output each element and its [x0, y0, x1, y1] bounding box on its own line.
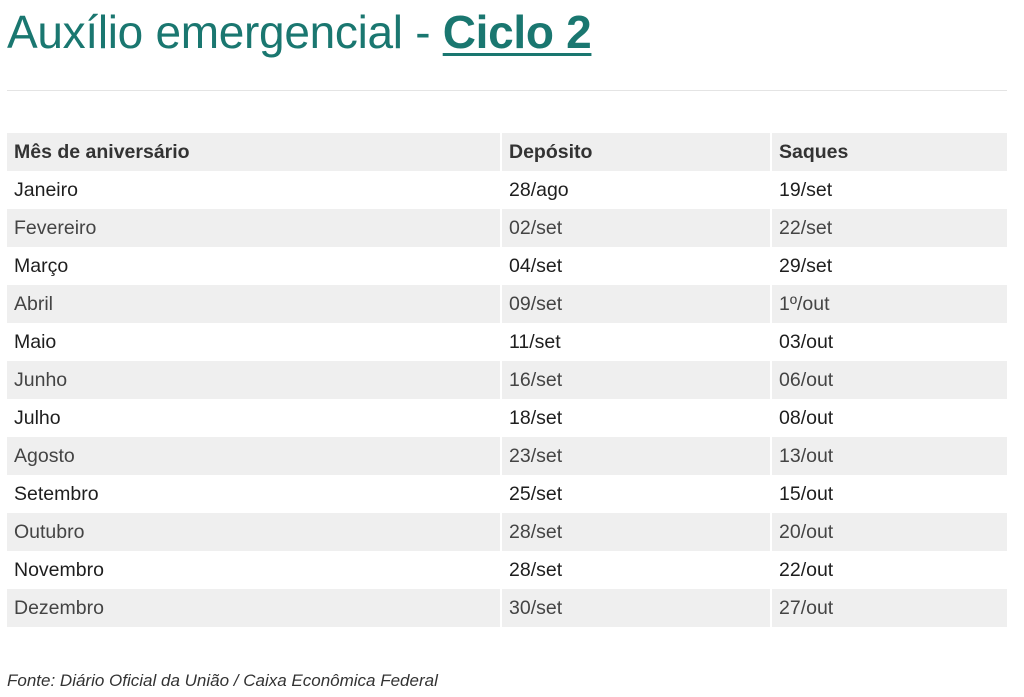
table-row	[7, 209, 1007, 247]
cell-deposit-date: 16/set	[501, 361, 771, 399]
cell-deposit-date: 02/set	[501, 209, 771, 247]
cell-deposit-date: 23/set	[501, 437, 771, 475]
table-row	[7, 285, 1007, 323]
table-header-row	[7, 133, 1007, 171]
cell-birth-month: Agosto	[7, 437, 501, 475]
table-row	[7, 247, 1007, 285]
cell-withdrawal-date: 22/set	[771, 209, 1007, 247]
cell-birth-month: Novembro	[7, 551, 501, 589]
table-body	[7, 171, 1007, 627]
table-row	[7, 437, 1007, 475]
cell-deposit-date: 11/set	[501, 323, 771, 361]
schedule-table	[7, 133, 1007, 627]
table-row	[7, 361, 1007, 399]
table-row	[7, 589, 1007, 627]
title-text: Auxílio emergencial -	[7, 6, 443, 58]
cell-withdrawal-date: 03/out	[771, 323, 1007, 361]
cell-birth-month: Março	[7, 247, 501, 285]
cell-birth-month: Julho	[7, 399, 501, 437]
cell-birth-month: Fevereiro	[7, 209, 501, 247]
cell-birth-month: Setembro	[7, 475, 501, 513]
column-header-birth-month: Mês de aniversário	[7, 133, 501, 171]
title-divider	[7, 90, 1007, 91]
cell-withdrawal-date: 27/out	[771, 589, 1007, 627]
cell-deposit-date: 28/set	[501, 551, 771, 589]
table-row	[7, 551, 1007, 589]
cell-birth-month: Outubro	[7, 513, 501, 551]
table-row	[7, 475, 1007, 513]
cell-birth-month: Janeiro	[7, 171, 501, 209]
cell-withdrawal-date: 20/out	[771, 513, 1007, 551]
cell-deposit-date: 28/set	[501, 513, 771, 551]
cell-withdrawal-date: 29/set	[771, 247, 1007, 285]
cell-withdrawal-date: 06/out	[771, 361, 1007, 399]
table-row	[7, 171, 1007, 209]
cell-birth-month: Junho	[7, 361, 501, 399]
cell-deposit-date: 28/ago	[501, 171, 771, 209]
source-note: Fonte: Diário Oficial da União / Caixa Econômica Federal	[7, 671, 438, 690]
cycle-link[interactable]: Ciclo 2	[442, 6, 592, 58]
table-row	[7, 399, 1007, 437]
table-row	[7, 323, 1007, 361]
column-header-deposit: Depósito	[501, 133, 771, 171]
cell-birth-month: Dezembro	[7, 589, 501, 627]
cell-deposit-date: 09/set	[501, 285, 771, 323]
column-header-withdrawals: Saques	[771, 133, 1007, 171]
page-title	[7, 4, 591, 60]
cell-withdrawal-date: 13/out	[771, 437, 1007, 475]
cell-withdrawal-date: 19/set	[771, 171, 1007, 209]
table-header	[7, 133, 1007, 171]
cell-deposit-date: 18/set	[501, 399, 771, 437]
cell-withdrawal-date: 15/out	[771, 475, 1007, 513]
cell-withdrawal-date: 22/out	[771, 551, 1007, 589]
cell-birth-month: Abril	[7, 285, 501, 323]
cell-deposit-date: 25/set	[501, 475, 771, 513]
table-row	[7, 513, 1007, 551]
cell-birth-month: Maio	[7, 323, 501, 361]
cell-withdrawal-date: 1º/out	[771, 285, 1007, 323]
cell-deposit-date: 30/set	[501, 589, 771, 627]
cell-deposit-date: 04/set	[501, 247, 771, 285]
cell-withdrawal-date: 08/out	[771, 399, 1007, 437]
